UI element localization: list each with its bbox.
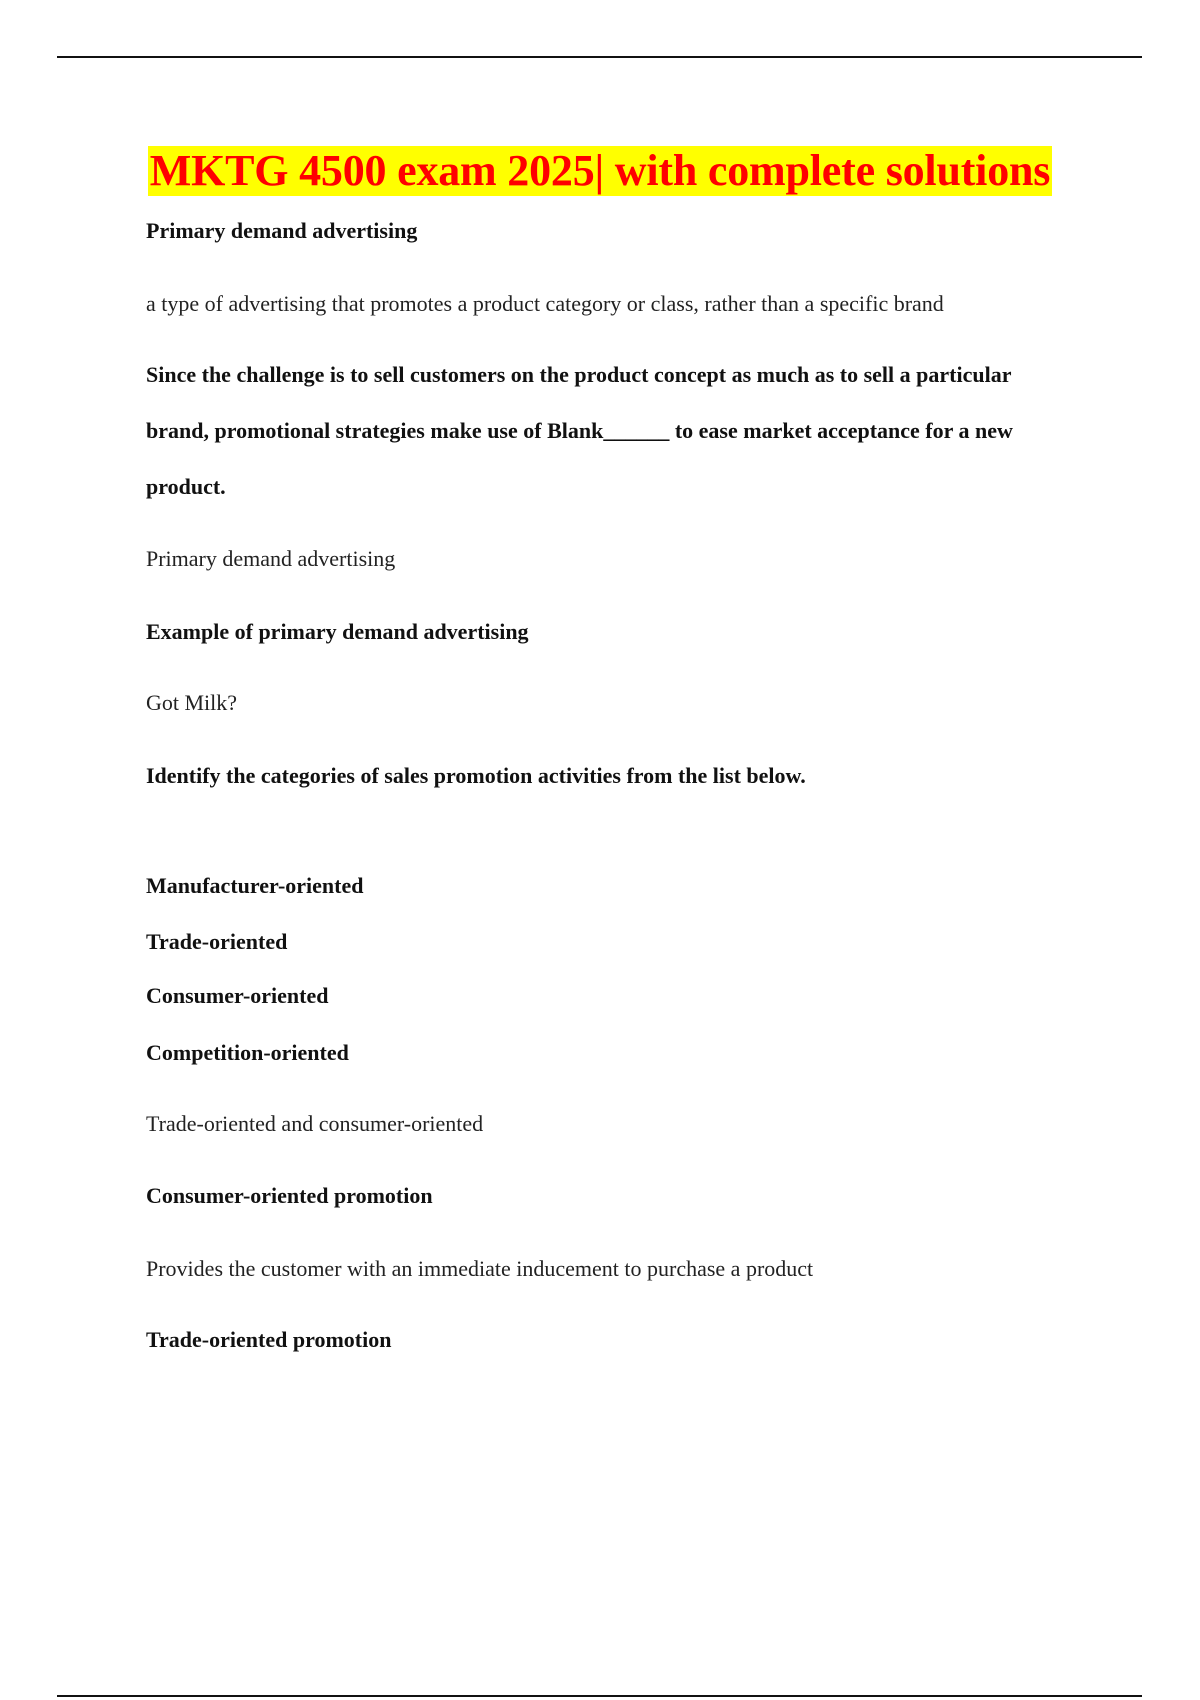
question-5: Consumer-oriented promotion	[146, 1183, 433, 1208]
question-3: Example of primary demand advertising	[146, 619, 529, 644]
answer-5: Provides the customer with an immediate inducement to purchase a product	[146, 1256, 814, 1281]
top-rule	[57, 56, 1142, 58]
option-manufacturer-oriented: Manufacturer-oriented	[146, 873, 364, 898]
answer-4: Trade-oriented and consumer-oriented	[146, 1111, 484, 1136]
document-title: MKTG 4500 exam 2025| with complete solutions	[149, 146, 1051, 195]
title-container	[0, 146, 1200, 196]
question-2: Since the challenge is to sell customers on the product concept as much as to sell a particular brand, promotional strategies make use of Blank______ to ease market acceptance for a new product.	[146, 362, 1013, 499]
answer-3: Got Milk?	[146, 690, 238, 715]
question-4: Identify the categories of sales promotion activities from the list below.	[146, 763, 806, 788]
question-1: Primary demand advertising	[146, 218, 418, 243]
answer-2: Primary demand advertising	[146, 546, 396, 571]
question-6: Trade-oriented promotion	[146, 1327, 392, 1352]
option-trade-oriented: Trade-oriented	[146, 929, 288, 954]
bottom-rule	[57, 1695, 1142, 1697]
option-consumer-oriented: Consumer-oriented	[146, 983, 329, 1008]
option-competition-oriented: Competition-oriented	[146, 1040, 349, 1065]
answer-1: a type of advertising that promotes a product category or class, rather than a specific brand	[146, 291, 944, 316]
